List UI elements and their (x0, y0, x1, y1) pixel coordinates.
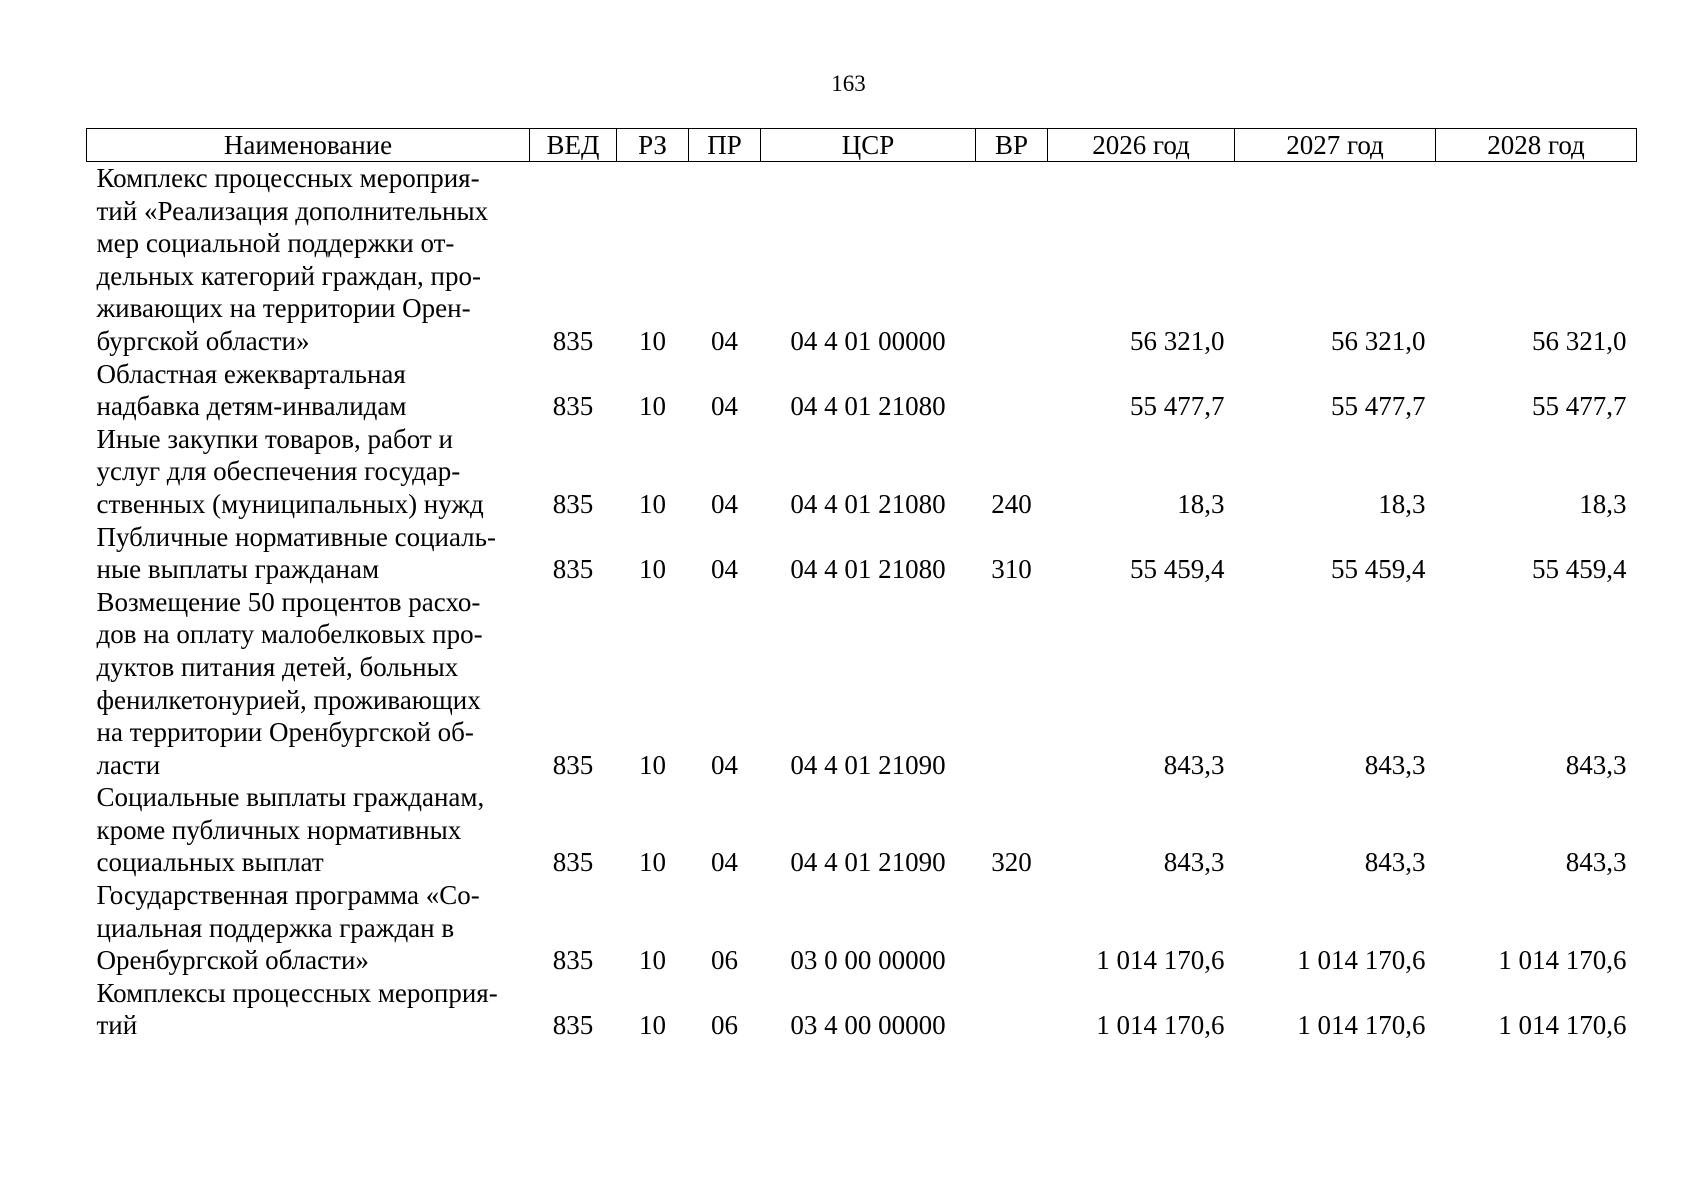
table-row (87, 586, 1637, 782)
cell-2027: 843,3 (1364, 847, 1426, 878)
cell-pr: 06 (711, 1010, 738, 1041)
cell-ved: 835 (552, 847, 594, 878)
cell-ved: 835 (552, 554, 594, 585)
name-line: Социальные выплаты гражданам, (96, 782, 485, 813)
cell-pr: 04 (711, 488, 738, 519)
header-pr: ПР (689, 129, 761, 162)
name-line: Публичные нормативные социаль- (96, 521, 496, 552)
page-number: 163 (831, 71, 866, 96)
cell-name (87, 358, 530, 423)
cell-csr: 04 4 01 00000 (790, 325, 946, 356)
cell-rz: 10 (639, 488, 666, 519)
name-line: кроме публичных нормативных (96, 814, 462, 845)
name-line: Иные закупки товаров, работ и (96, 423, 453, 454)
table-row (87, 162, 1637, 358)
cell-ved: 835 (552, 488, 594, 519)
header-row (87, 129, 1637, 162)
name-line: ласти (96, 749, 161, 780)
cell-2028: 55 477,7 (1532, 391, 1627, 422)
name-line: услуг для обеспечения государ- (96, 456, 461, 487)
name-line: живающих на территории Орен- (96, 293, 471, 324)
cell-2028: 1 014 170,6 (1498, 945, 1627, 976)
cell-vr (976, 586, 1048, 782)
cell-vr: 310 (991, 554, 1032, 585)
cell-vr: 240 (991, 488, 1032, 519)
cell-pr: 04 (711, 391, 738, 422)
cell-2027: 56 321,0 (1331, 325, 1426, 356)
cell-vr (976, 879, 1048, 977)
table-header (87, 129, 1637, 162)
header-vr: ВР (976, 129, 1048, 162)
table-row (87, 879, 1637, 977)
cell-2026: 55 477,7 (1130, 391, 1225, 422)
name-line: на территории Оренбургской об- (96, 717, 474, 748)
cell-name (87, 586, 530, 782)
cell-name (87, 162, 530, 358)
cell-2026: 56 321,0 (1130, 325, 1225, 356)
name-line: Возмещение 50 процентов расхо- (96, 586, 481, 617)
cell-2026: 55 459,4 (1130, 554, 1225, 585)
cell-2028: 1 014 170,6 (1498, 1010, 1627, 1041)
cell-pr: 04 (711, 325, 738, 356)
header-name: Наименование (87, 129, 530, 162)
cell-csr: 04 4 01 21080 (790, 554, 946, 585)
header-2028: 2028 год (1436, 129, 1637, 162)
cell-pr: 04 (711, 749, 738, 780)
cell-csr: 04 4 01 21080 (790, 391, 946, 422)
cell-2027: 1 014 170,6 (1297, 945, 1426, 976)
cell-name (87, 879, 530, 977)
cell-ved: 835 (552, 749, 594, 780)
name-line: Оренбургской области» (96, 945, 369, 976)
cell-csr: 03 0 00 00000 (790, 945, 946, 976)
cell-2026: 1 014 170,6 (1096, 1010, 1225, 1041)
cell-2027: 843,3 (1364, 749, 1426, 780)
name-line: Комплекс процессных мероприя- (96, 163, 480, 193)
name-line: дов на оплату малобелковых про- (96, 619, 483, 650)
name-line: ные выплаты гражданам (96, 554, 380, 585)
name-line: тий (96, 1010, 138, 1041)
cell-2028: 56 321,0 (1532, 325, 1627, 356)
cell-rz: 10 (639, 847, 666, 878)
cell-pr: 06 (711, 945, 738, 976)
table-body (87, 162, 1637, 1043)
cell-rz: 10 (639, 391, 666, 422)
cell-pr: 04 (711, 554, 738, 585)
cell-name (87, 781, 530, 879)
cell-2026: 843,3 (1163, 847, 1225, 878)
cell-vr (976, 977, 1048, 1042)
table-row (87, 358, 1637, 423)
cell-name (87, 521, 530, 586)
cell-2026: 18,3 (1177, 488, 1225, 519)
cell-2027: 55 477,7 (1331, 391, 1426, 422)
cell-2028: 18,3 (1579, 488, 1627, 519)
cell-csr: 04 4 01 21090 (790, 847, 946, 878)
cell-name (87, 423, 530, 521)
cell-2028: 55 459,4 (1532, 554, 1627, 585)
cell-ved: 835 (552, 391, 594, 422)
cell-rz: 10 (639, 945, 666, 976)
table-row (87, 781, 1637, 879)
cell-rz: 10 (639, 749, 666, 780)
header-csr: ЦСР (761, 129, 976, 162)
cell-rz: 10 (639, 1010, 666, 1041)
cell-2027: 1 014 170,6 (1297, 1010, 1426, 1041)
table-row (87, 977, 1637, 1042)
cell-2026: 1 014 170,6 (1096, 945, 1225, 976)
cell-vr (976, 358, 1048, 423)
cell-name (87, 977, 530, 1042)
name-line: ственных (муниципальных) нужд (96, 488, 484, 519)
header-rz: РЗ (617, 129, 689, 162)
cell-2028: 843,3 (1565, 847, 1627, 878)
cell-ved: 835 (552, 325, 594, 356)
name-line: Государственная программа «Со- (96, 880, 480, 911)
cell-csr: 04 4 01 21080 (790, 488, 946, 519)
cell-ved: 835 (552, 1010, 594, 1041)
cell-vr: 320 (991, 847, 1032, 878)
table-row (87, 521, 1637, 586)
name-line: тий «Реализация дополнительных (96, 195, 489, 226)
cell-2028: 843,3 (1565, 749, 1627, 780)
cell-2026: 843,3 (1163, 749, 1225, 780)
cell-ved: 835 (552, 945, 594, 976)
name-line: дельных категорий граждан, про- (96, 260, 481, 291)
name-line: мер социальной поддержки от- (96, 228, 455, 259)
name-line: Комплексы процессных мероприя- (96, 977, 498, 1008)
name-line: циальная поддержка граждан в (96, 912, 455, 943)
cell-rz: 10 (639, 554, 666, 585)
cell-2027: 18,3 (1378, 488, 1426, 519)
cell-2027: 55 459,4 (1331, 554, 1426, 585)
table-row (87, 423, 1637, 521)
budget-table (86, 128, 1637, 1042)
name-line: бургской области» (96, 325, 310, 356)
name-line: фенилкетонурией, проживающих (96, 684, 481, 715)
header-2026: 2026 год (1048, 129, 1235, 162)
name-line: дуктов питания детей, больных (96, 651, 459, 682)
cell-vr (976, 162, 1048, 358)
name-line: социальных выплат (96, 847, 324, 878)
header-2027: 2027 год (1235, 129, 1436, 162)
cell-rz: 10 (639, 325, 666, 356)
cell-csr: 04 4 01 21090 (790, 749, 946, 780)
cell-csr: 03 4 00 00000 (790, 1010, 946, 1041)
name-line: надбавка детям-инвалидам (96, 391, 407, 422)
name-line: Областная ежеквартальная (96, 358, 406, 389)
cell-pr: 04 (711, 847, 738, 878)
header-ved: ВЕД (530, 129, 617, 162)
